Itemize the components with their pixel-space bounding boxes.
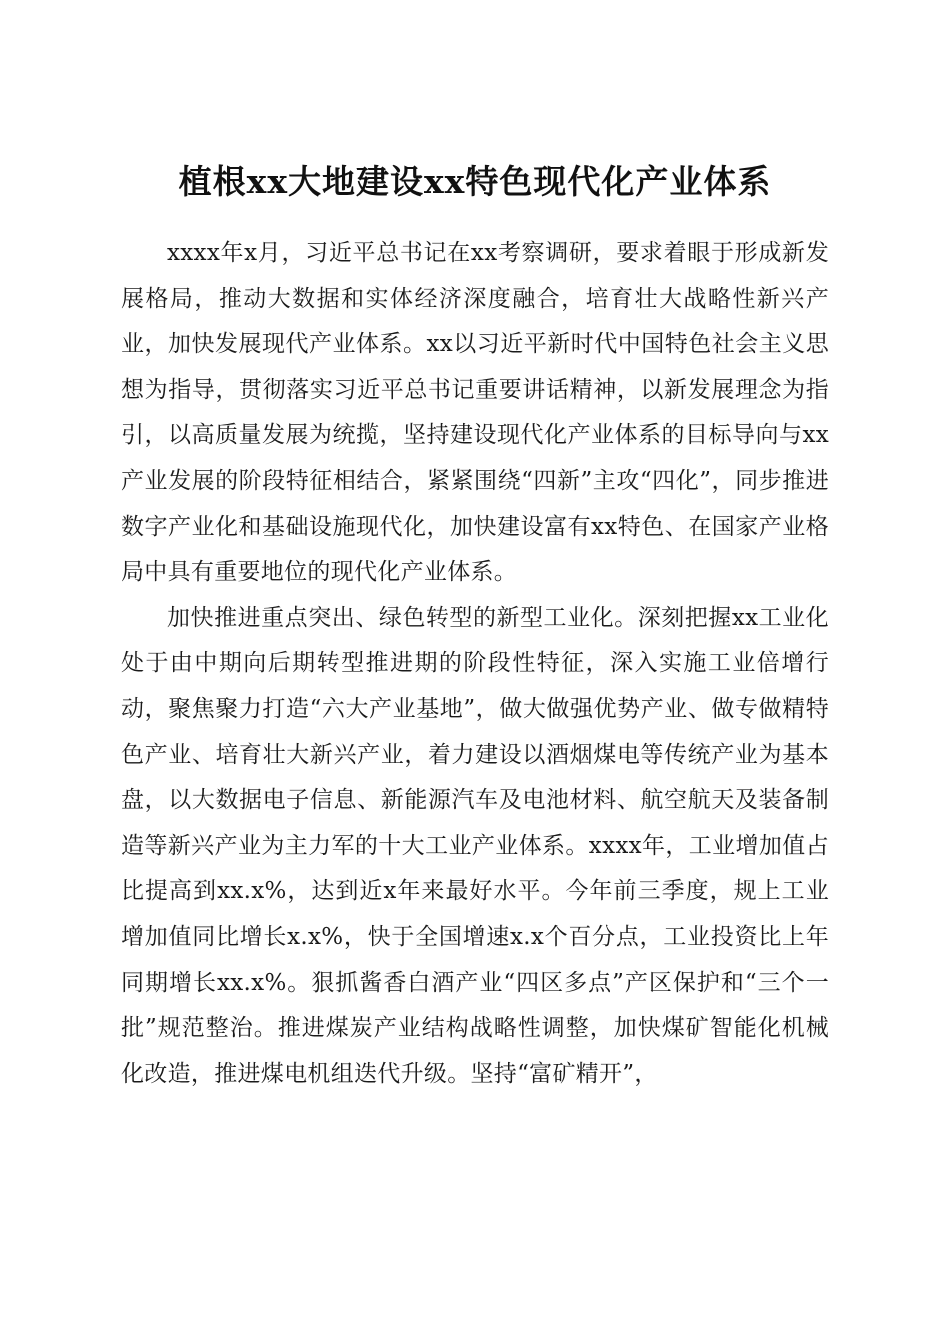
document-body (121, 231, 829, 1097)
paragraph-intro: xxxx年x月，习近平总书记在xx考察调研，要求着眼于形成新发展格局，推动大数据和实体经济深度融合，培育壮大战略性新兴产业，加快发展现代产业体系。xx以习近平新时代中国特色社会主义思想为指导，贯彻落实习近平总书记重要讲话精神，以新发展理念为指引，以高质量发展为统揽，坚持建设现代化产业体系的目标导向与xx产业发展的阶段特征相结合，紧紧围绕“四新”主攻“四化”，同步推进数字产业化和基础设施现代化，加快建设富有xx特色、在国家产业格局中具有重要地位的现代化产业体系。 (121, 240, 829, 586)
paragraph-industrialization: 加快推进重点突出、绿色转型的新型工业化。深刻把握xx工业化处于由中期向后期转型推进期的阶段性特征，深入实施工业倍增行动，聚焦聚力打造“六大产业基地”，做大做强优势产业、做专做精特色产业、培育壮大新兴产业，着力建设以酒烟煤电等传统产业为基本盘，以大数据电子信息、新能源汽车及电池材料、航空航天及装备制造等新兴产业为主力军的十大工业产业体系。xxxx年，工业增加值占比提高到xx.x%，达到近x年来最好水平。今年前三季度，规上工业增加值同比增长x.x%，快于全国增速x.x个百分点，工业投资比上年同期增长xx.x%。狠抓酱香白酒产业“四区多点”产区保护和“三个一批”规范整治。推进煤炭产业结构战略性调整，加快煤矿智能化机械化改造，推进煤电机组迭代升级。坚持“富矿精开”， (121, 604, 829, 1087)
document-title: 植根xx大地建设xx特色现代化产业体系 (178, 162, 772, 202)
